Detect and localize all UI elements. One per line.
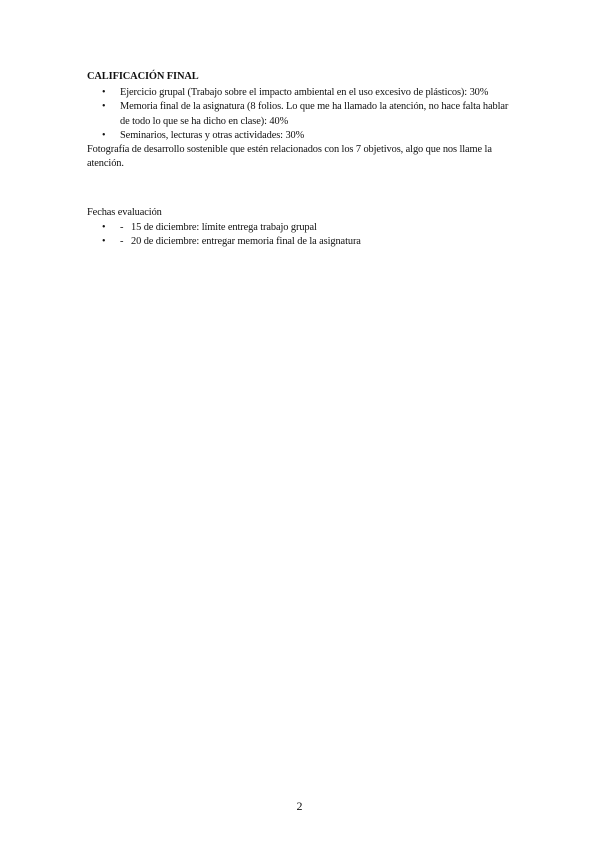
- bullet-icon: •: [102, 235, 106, 247]
- list-item-text: Ejercicio grupal (Trabajo sobre el impacto ambiental en el uso excesivo de plásticos): 30%: [120, 87, 489, 99]
- section-heading: CALIFICACIÓN FINAL: [87, 71, 199, 82]
- dash-marker: -: [120, 235, 124, 247]
- photo-note: Fotografía de desarrollo sostenible que estén relacionados con los 7 objetivos, algo que nos llame la atención.: [87, 144, 492, 170]
- list-item: [87, 100, 514, 128]
- list-item-text: Memoria final de la asignatura (8 folios. Lo que me ha llamado la atención, no hace falta hablar de todo lo que se ha dicho en clase): 40%: [120, 101, 509, 127]
- dash-marker: -: [120, 221, 124, 233]
- list-item: [87, 86, 514, 100]
- grading-list: [87, 86, 514, 143]
- page-content: [87, 70, 514, 249]
- bullet-icon: •: [102, 101, 106, 113]
- list-item-text: 15 de diciembre: límite entrega trabajo grupal: [131, 221, 317, 233]
- list-item-text: 20 de diciembre: entregar memoria final de la asignatura: [131, 235, 361, 247]
- spacer: [87, 171, 514, 206]
- list-item: [87, 221, 514, 235]
- page-number: 2: [296, 799, 303, 813]
- list-item: [87, 235, 514, 249]
- dates-heading: Fechas evaluación: [87, 207, 162, 219]
- bullet-icon: •: [102, 221, 106, 233]
- bullet-icon: •: [102, 87, 106, 99]
- list-item: [87, 129, 514, 143]
- bullet-icon: •: [102, 129, 106, 141]
- dates-list: [87, 221, 514, 249]
- list-item-text: Seminarios, lecturas y otras actividades: 30%: [120, 129, 305, 141]
